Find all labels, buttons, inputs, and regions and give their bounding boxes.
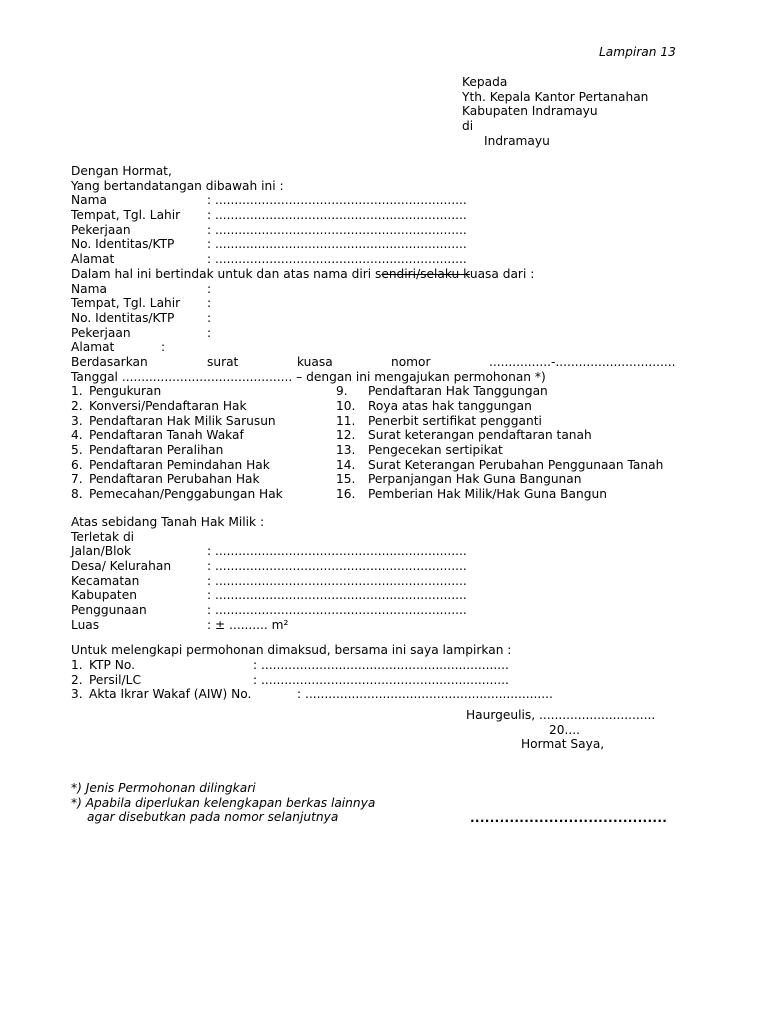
item-text: Pendaftaran Hak Milik Sarusun <box>89 413 276 428</box>
field-value: : ................................................................. <box>207 252 467 267</box>
list-item <box>71 399 691 414</box>
item-number: 11. <box>336 413 356 428</box>
item-number: 7. <box>71 472 83 487</box>
item-text: Pengecekan sertipikat <box>368 443 503 458</box>
service-list <box>71 384 691 502</box>
field-label: Kecamatan <box>71 573 140 588</box>
proxy-intro-part: uasa dari : <box>469 266 535 281</box>
item-text: Pendaftaran Perubahan Hak <box>89 472 260 487</box>
field-row <box>71 559 691 574</box>
list-item <box>71 673 691 688</box>
land-title: Atas sebidang Tanah Hak Milik : <box>71 514 265 529</box>
list-item <box>71 458 691 473</box>
item-text: Roya atas hak tanggungan <box>368 399 532 413</box>
item-value: : ................................................................ <box>253 672 509 687</box>
field-label: Tempat, Tgl. Lahir <box>71 296 181 311</box>
field-row <box>71 544 691 559</box>
field-colon: : <box>207 325 212 340</box>
item-number: 9. <box>336 384 348 399</box>
item-text: Pemberian Hak Milik/Hak Guna Bangun <box>368 487 607 502</box>
item-number: 3. <box>71 413 83 428</box>
list-item <box>71 428 691 443</box>
basis-word: Berdasarkan <box>71 354 148 369</box>
field-colon: : <box>207 296 212 311</box>
item-number: 12. <box>336 428 356 443</box>
basis-word: surat <box>207 354 239 369</box>
attachments-intro: Untuk melengkapi permohonan dimaksud, bersama ini saya lampirkan : <box>71 643 512 658</box>
attachment-number: Lampiran 13 <box>599 45 676 59</box>
field-label: Penggunaan <box>71 602 147 617</box>
field-label: Nama <box>71 281 107 296</box>
greeting: Dengan Hormat, <box>71 164 172 178</box>
field-row <box>71 208 691 223</box>
field-row <box>71 237 691 252</box>
field-value: : ................................................................. <box>207 558 467 573</box>
item-text: Pemecahan/Penggabungan Hak <box>89 487 283 502</box>
item-text: Perpanjangan Hak Guna Bangunan <box>368 472 582 487</box>
field-label: Tempat, Tgl. Lahir <box>71 208 181 223</box>
land-location-label: Terletak di <box>71 529 135 544</box>
item-number: 2. <box>71 672 83 687</box>
recipient-line: Kabupaten Indramayu <box>462 104 598 119</box>
field-row <box>71 574 691 589</box>
list-item <box>71 414 691 429</box>
tanggal-line: Tanggal ............................................ – dengan ini mengajukan permohonan *) <box>71 369 546 384</box>
item-text: Pendaftaran Peralihan <box>89 443 224 458</box>
item-text: Konversi/Pendaftaran Hak <box>89 399 247 413</box>
item-number: 4. <box>71 428 83 443</box>
field-label: Pekerjaan <box>71 325 131 340</box>
field-row <box>71 326 691 341</box>
field-row <box>71 311 691 326</box>
field-value: : ± .......... m² <box>207 617 289 632</box>
item-value: : ................................................................ <box>253 658 509 672</box>
signature-block <box>466 708 666 752</box>
item-number: 6. <box>71 457 83 472</box>
item-text: Pendaftaran Hak Tanggungan <box>368 384 548 399</box>
recipient-line: Yth. Kepala Kantor Pertanahan <box>462 89 649 104</box>
item-text: Persil/LC <box>89 672 141 687</box>
item-number: 13. <box>336 443 356 458</box>
field-colon: : <box>161 340 166 355</box>
list-item <box>71 487 691 502</box>
item-text: Surat Keterangan Perubahan Penggunaan Tanah <box>368 457 664 472</box>
item-number: 5. <box>71 443 83 458</box>
recipient-line: Kepada <box>462 75 508 89</box>
field-row <box>71 603 691 618</box>
field-row <box>71 252 691 267</box>
signature-line: ........................................ <box>470 811 668 825</box>
field-value: : ................................................................. <box>207 573 467 588</box>
basis-word: kuasa <box>297 354 333 369</box>
footnote: *) Jenis Permohonan dilingkari <box>71 781 256 795</box>
field-row <box>71 588 691 603</box>
field-label: Desa/ Kelurahan <box>71 558 172 573</box>
field-label: Luas <box>71 617 100 632</box>
proxy-intro-part: Dalam hal ini bertindak untuk dan atas nama diri s <box>71 266 382 281</box>
item-text: Surat keterangan pendaftaran tanah <box>368 428 592 443</box>
basis-number: ................-............................... <box>489 354 676 369</box>
field-value: : ................................................................. <box>207 588 467 603</box>
item-text: KTP No. <box>89 658 135 672</box>
item-number: 14. <box>336 457 356 472</box>
item-text: Pengukuran <box>89 384 162 399</box>
field-label: Kabupaten <box>71 588 137 603</box>
field-value: : ................................................................. <box>207 222 467 237</box>
field-label: Pekerjaan <box>71 222 131 237</box>
field-row <box>71 618 691 633</box>
field-value: : ................................................................. <box>207 208 467 223</box>
field-value: : ................................................................. <box>207 193 467 208</box>
place-date: Haurgeulis, .............................. <box>466 708 656 722</box>
field-label: No. Identitas/KTP <box>71 237 175 252</box>
proxy-intro <box>71 267 534 282</box>
year: 20.... <box>549 722 581 737</box>
footnotes <box>71 781 375 825</box>
field-value: : ................................................................. <box>207 237 467 252</box>
recipient-line: di <box>462 119 474 134</box>
list-item <box>71 472 691 487</box>
field-label: Alamat <box>71 252 115 267</box>
field-row <box>71 223 691 238</box>
item-text: Pendaftaran Tanah Wakaf <box>89 428 244 443</box>
intro-text: Yang bertandatangan dibawah ini : <box>71 178 284 193</box>
field-colon: : <box>207 281 212 296</box>
field-value: : ................................................................. <box>207 602 467 617</box>
list-item <box>71 658 691 673</box>
field-row <box>71 193 691 208</box>
field-value: : ................................................................. <box>207 544 467 559</box>
field-label: No. Identitas/KTP <box>71 310 175 325</box>
recipient-line: Indramayu <box>484 133 550 148</box>
recipient-block <box>462 75 648 148</box>
item-value: : ................................................................ <box>297 687 553 702</box>
item-number: 16. <box>336 487 356 502</box>
item-number: 3. <box>71 687 83 702</box>
field-label: Nama <box>71 193 107 208</box>
item-number: 8. <box>71 487 83 502</box>
item-number: 15. <box>336 472 356 487</box>
item-number: 2. <box>71 399 83 413</box>
basis-word: nomor <box>391 354 431 369</box>
closing: Hormat Saya, <box>521 737 605 752</box>
footnote: *) Apabila diperlukan kelengkapan berkas lainnya <box>71 795 376 810</box>
attachment-list <box>71 658 691 702</box>
proxy-intro-struck: endiri/selaku k <box>381 266 470 281</box>
field-row <box>71 296 691 311</box>
field-row <box>71 340 691 355</box>
field-label: Jalan/Blok <box>71 544 132 559</box>
item-number: 10. <box>336 399 356 413</box>
list-item <box>71 687 691 702</box>
basis-row <box>71 355 691 370</box>
item-number: 1. <box>71 658 83 672</box>
footnote: agar disebutkan pada nomor selanjutnya <box>87 810 339 825</box>
field-colon: : <box>207 310 212 325</box>
item-text: Akta Ikrar Wakaf (AIW) No. <box>89 687 252 702</box>
item-text: Pendaftaran Pemindahan Hak <box>89 457 270 472</box>
item-number: 1. <box>71 384 83 399</box>
field-label: Alamat <box>71 340 115 355</box>
item-text: Penerbit sertifikat pengganti <box>368 413 542 428</box>
field-row <box>71 282 691 297</box>
list-item <box>71 384 691 399</box>
letter-body <box>71 164 691 702</box>
list-item <box>71 443 691 458</box>
